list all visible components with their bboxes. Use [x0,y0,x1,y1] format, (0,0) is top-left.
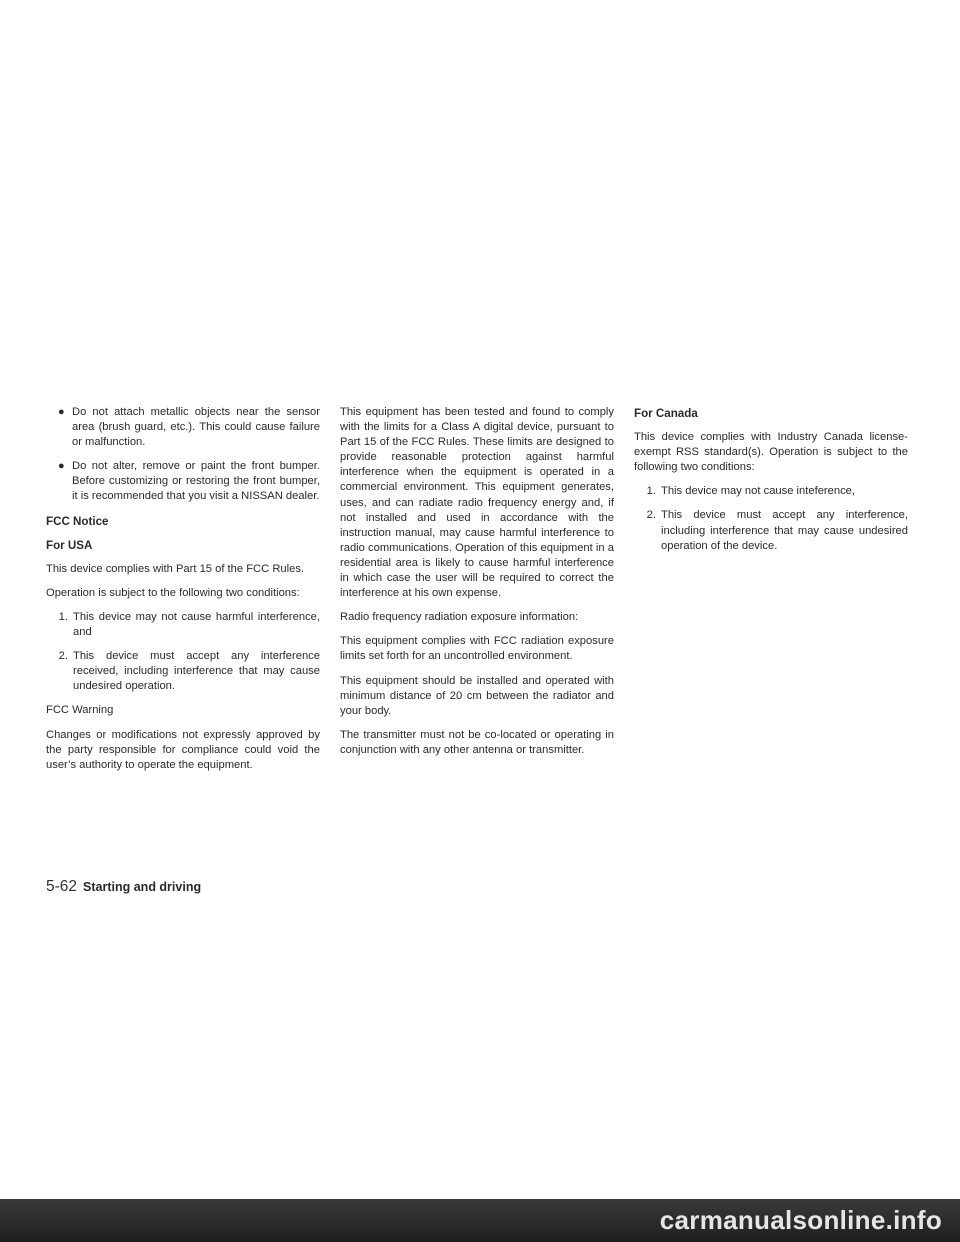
paragraph: Operation is subject to the following two conditions: [46,586,300,599]
paragraph: This device complies with Industry Canada license-exempt RSS standard(s). Operation is subject to the following two conditions: [634,431,908,474]
item-text: This device may not cause inteference, [661,485,856,498]
item-number: 1. [646,485,656,498]
paragraph: This equipment complies with FCC radiation exposure limits set forth for an uncontrolled environment. [340,635,614,663]
item-text: This device may not cause harmful interference, and [73,610,320,639]
bullet-item [46,459,320,504]
paragraph: This device complies with Part 15 of the FCC Rules. [46,562,305,575]
paragraph: Radio frequency radiation exposure information: [340,611,579,624]
item-number: 2. [646,509,656,522]
for-canada-heading: For Canada [634,407,698,420]
page-footer [46,878,201,896]
paragraph: Changes or modifications not expressly approved by the party responsible for compliance could void the user’s authority to operate the equipment. [46,728,320,771]
watermark-text: carmanualsonline.info [659,1205,942,1235]
bullet-icon: ● [58,406,65,418]
numbered-item [46,610,320,640]
numbered-item [634,508,908,553]
section-title: Starting and driving [83,880,202,894]
for-usa-heading: For USA [46,538,93,552]
paragraph: The transmitter must not be co-located or operating in conjunction with any other antenna or transmitter. [340,728,614,756]
bullet-text: Do not alter, remove or paint the front bumper. Before customizing or restoring the front bumper, it is recommended that you visit a NISSAN dealer. [72,460,320,503]
watermark-bar [0,1199,960,1242]
bullet-item [46,405,320,450]
bullet-text: Do not attach metallic objects near the sensor area (brush guard, etc.). This could cause failure or malfunction. [72,406,320,449]
bullet-icon: ● [58,460,65,473]
paragraph: This equipment should be installed and operated with minimum distance of 20 cm between the radiator and your body. [340,674,614,717]
page-number: 5-62 [46,878,78,895]
right-column [634,405,908,563]
item-text: This device must accept any interference, including interference that may cause undesired operation of the device. [661,509,908,552]
paragraph: This equipment has been tested and found to comply with the limits for a Class A digital device, pursuant to Part 15 of the FCC Rules. These limits are designed to provide reasonable protection against harmful interference when the equipment is operated in a commercial environment. This equipment generates, uses, and can radiate radio frequency energy and, if not installed and used in accordance with the instruction manual, may cause harmful interference to radio communications. Operation of this equipment in a residential area is likely to cause harmful interference in which case the user will be required to correct the interference at his own expense. [340,406,614,600]
item-number: 1. [58,610,68,623]
numbered-item [634,484,908,499]
item-number: 2. [58,650,68,663]
item-text: This device must accept any interference received, including interference that may cause undesired operation. [73,650,320,693]
left-column [46,405,320,782]
numbered-item [46,649,320,694]
middle-column [340,405,614,767]
fcc-notice-heading: FCC Notice [46,514,109,528]
fcc-warning-label: FCC Warning [46,704,114,717]
